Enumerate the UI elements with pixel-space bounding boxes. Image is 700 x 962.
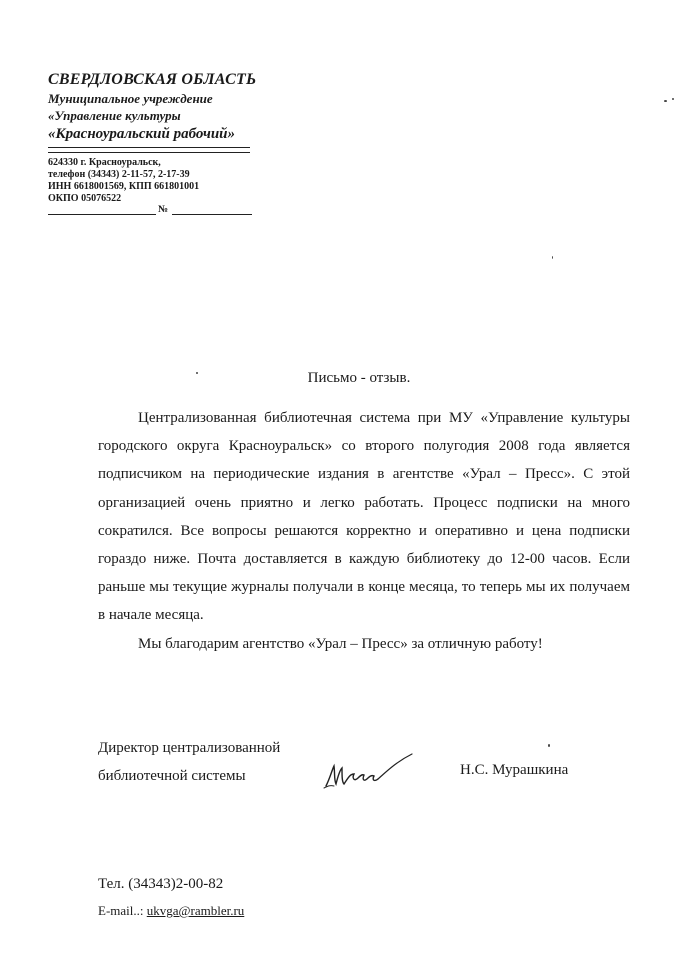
contact-email <box>98 903 244 919</box>
scan-speck <box>548 744 550 747</box>
letterhead-okpo: ОКПО 05076522 <box>48 193 122 204</box>
letterhead-address: 624330 г. Красноуральск, <box>48 157 161 168</box>
letter-body <box>98 404 630 658</box>
letterhead-phone: телефон (34343) 2-11-57, 2-17-39 <box>48 169 190 180</box>
signatory-name: Н.С. Мурашкина <box>460 762 569 778</box>
letterhead-institution-line1: Муниципальное учреждение <box>48 91 213 106</box>
handwritten-signature <box>320 748 420 794</box>
scan-speck <box>552 256 553 259</box>
scan-speck <box>664 100 667 102</box>
letterhead-region: СВЕРДЛОВСКАЯ ОБЛАСТЬ <box>48 71 257 88</box>
scan-speck <box>196 372 198 374</box>
signatory-position-line2: библиотечной системы <box>98 768 246 784</box>
number-blank <box>172 214 252 215</box>
letterhead <box>48 70 258 205</box>
letter-paragraph-2: Мы благодарим агентство «Урал – Пресс» за отличную работу! <box>138 635 543 652</box>
letterhead-institution-line2: «Управление культуры <box>48 108 181 123</box>
contact-phone: Тел. (34343)2-00-82 <box>98 876 224 892</box>
scan-speck <box>672 98 674 100</box>
signatory-position <box>98 734 280 790</box>
signatory-position-line1: Директор централизованной <box>98 740 281 756</box>
email-link[interactable]: ukvga@rambler.ru <box>146 903 245 918</box>
letterhead-double-rule <box>48 147 250 153</box>
letter-paragraph-1: Централизованная библиотечная система при МУ «Управление культуры городского округа Красноуральск» со второго полугодия 2008 года является подписчиком на периодические издания в агентстве «Урал – Пресс». С этой организацией очень приятно и легко работать. Процесс подписки на много сократился. Все вопросы решаются корректно и оперативно и цена подписки гораздо ниже. Почта доставляется в каждую библиотеку до 12-00 часов. Если раньше мы текущие журналы получали в конце месяца, то теперь мы их получаем в начале месяца. <box>98 410 630 624</box>
letterhead-inn-kpp: ИНН 6618001569, КПП 661801001 <box>48 181 200 192</box>
letterhead-institution-name: «Красноуральский рабочий» <box>48 126 236 142</box>
letter-title: Письмо - отзыв. <box>307 370 411 386</box>
registration-number-line <box>48 204 252 216</box>
email-label: E-mail..: <box>98 903 147 918</box>
date-blank <box>48 214 156 215</box>
number-sign: № <box>158 204 169 215</box>
